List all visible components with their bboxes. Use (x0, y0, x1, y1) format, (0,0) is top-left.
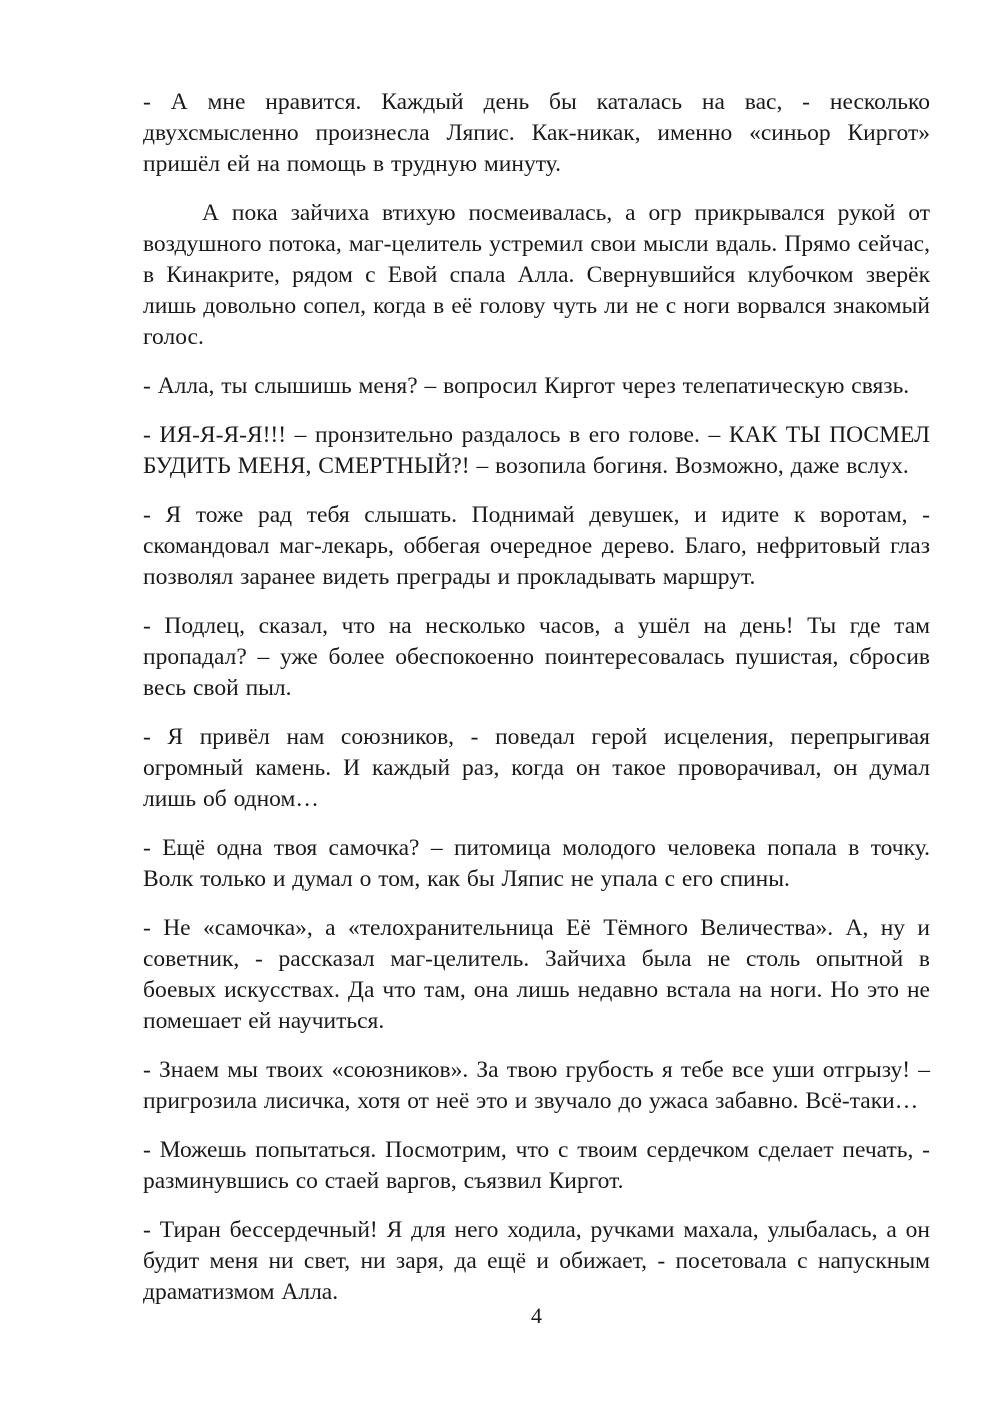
paragraph: - Я привёл нам союзников, - поведал герой исцеления, перепрыгивая огромный камень. И каждый раз, когда он такое проворачивал, он думал лишь об одном… (143, 724, 930, 812)
paragraph: - Я тоже рад тебя слышать. Поднимай девушек, и идите к воротам, - скомандовал маг-лекарь, оббегая очередное дерево. Благо, нефритовый глаз позволял заранее видеть преграды и прокладывать маршрут. (143, 502, 930, 590)
paragraph: - Не «самочка», а «телохранительница Её Тёмного Величества». А, ну и советник, - рассказал маг-целитель. Зайчиха была не столь опытной в боевых искусствах. Да что там, она лишь недавно встала на ноги. Но это не помешает ей научиться. (143, 915, 930, 1034)
paragraph: - Можешь попытаться. Посмотрим, что с твоим сердечком сделает печать, - разминувшись со стаей варгов, съязвил Киргот. (143, 1137, 930, 1194)
paragraph: - ИЯ-Я-Я-Я!!! – пронзительно раздалось в его голове. – КАК ТЫ ПОСМЕЛ БУДИТЬ МЕНЯ, СМЕРТНЫЙ?! – возопила богиня. Возможно, даже вслух. (143, 422, 930, 479)
paragraph: - Знаем мы твоих «союзников». За твою грубость я тебе все уши отгрызу! – пригрозила лисичка, хотя от неё это и звучало до ужаса забавно. Всё-таки… (143, 1057, 930, 1114)
page-number: 4 (531, 1303, 542, 1328)
paragraph: - Алла, ты слышишь меня? – вопросил Киргот через телепатическую связь. (143, 373, 910, 399)
paragraph: А пока зайчиха втихую посмеивалась, а огр прикрывался рукой от воздушного потока, маг-целитель устремил свои мысли вдаль. Прямо сейчас, в Кинакрите, рядом с Евой спала Алла. Свернувшийся клубочком зверёк лишь довольно сопел, когда в её голову чуть ли не с ноги ворвался знакомый голос. (143, 200, 930, 350)
paragraph: - Подлец, сказал, что на несколько часов, а ушёл на день! Ты где там пропадал? – уже более обеспокоенно поинтересовалась пушистая, сбросив весь свой пыл. (143, 613, 930, 701)
paragraph: - А мне нравится. Каждый день бы каталась на вас, - несколько двухсмысленно произнесла Ляпис. Как-никак, именно «синьор Киргот» пришёл ей на помощь в трудную минуту. (143, 89, 930, 177)
paragraph: - Тиран бессердечный! Я для него ходила, ручками махала, улыбалась, а он будит меня ни свет, ни заря, да ещё и обижает, - посетовала с напускным драматизмом Алла. (143, 1217, 930, 1305)
paragraph: - Ещё одна твоя самочка? – питомица молодого человека попала в точку. Волк только и думал о том, как бы Ляпис не упала с его спины. (143, 835, 930, 892)
